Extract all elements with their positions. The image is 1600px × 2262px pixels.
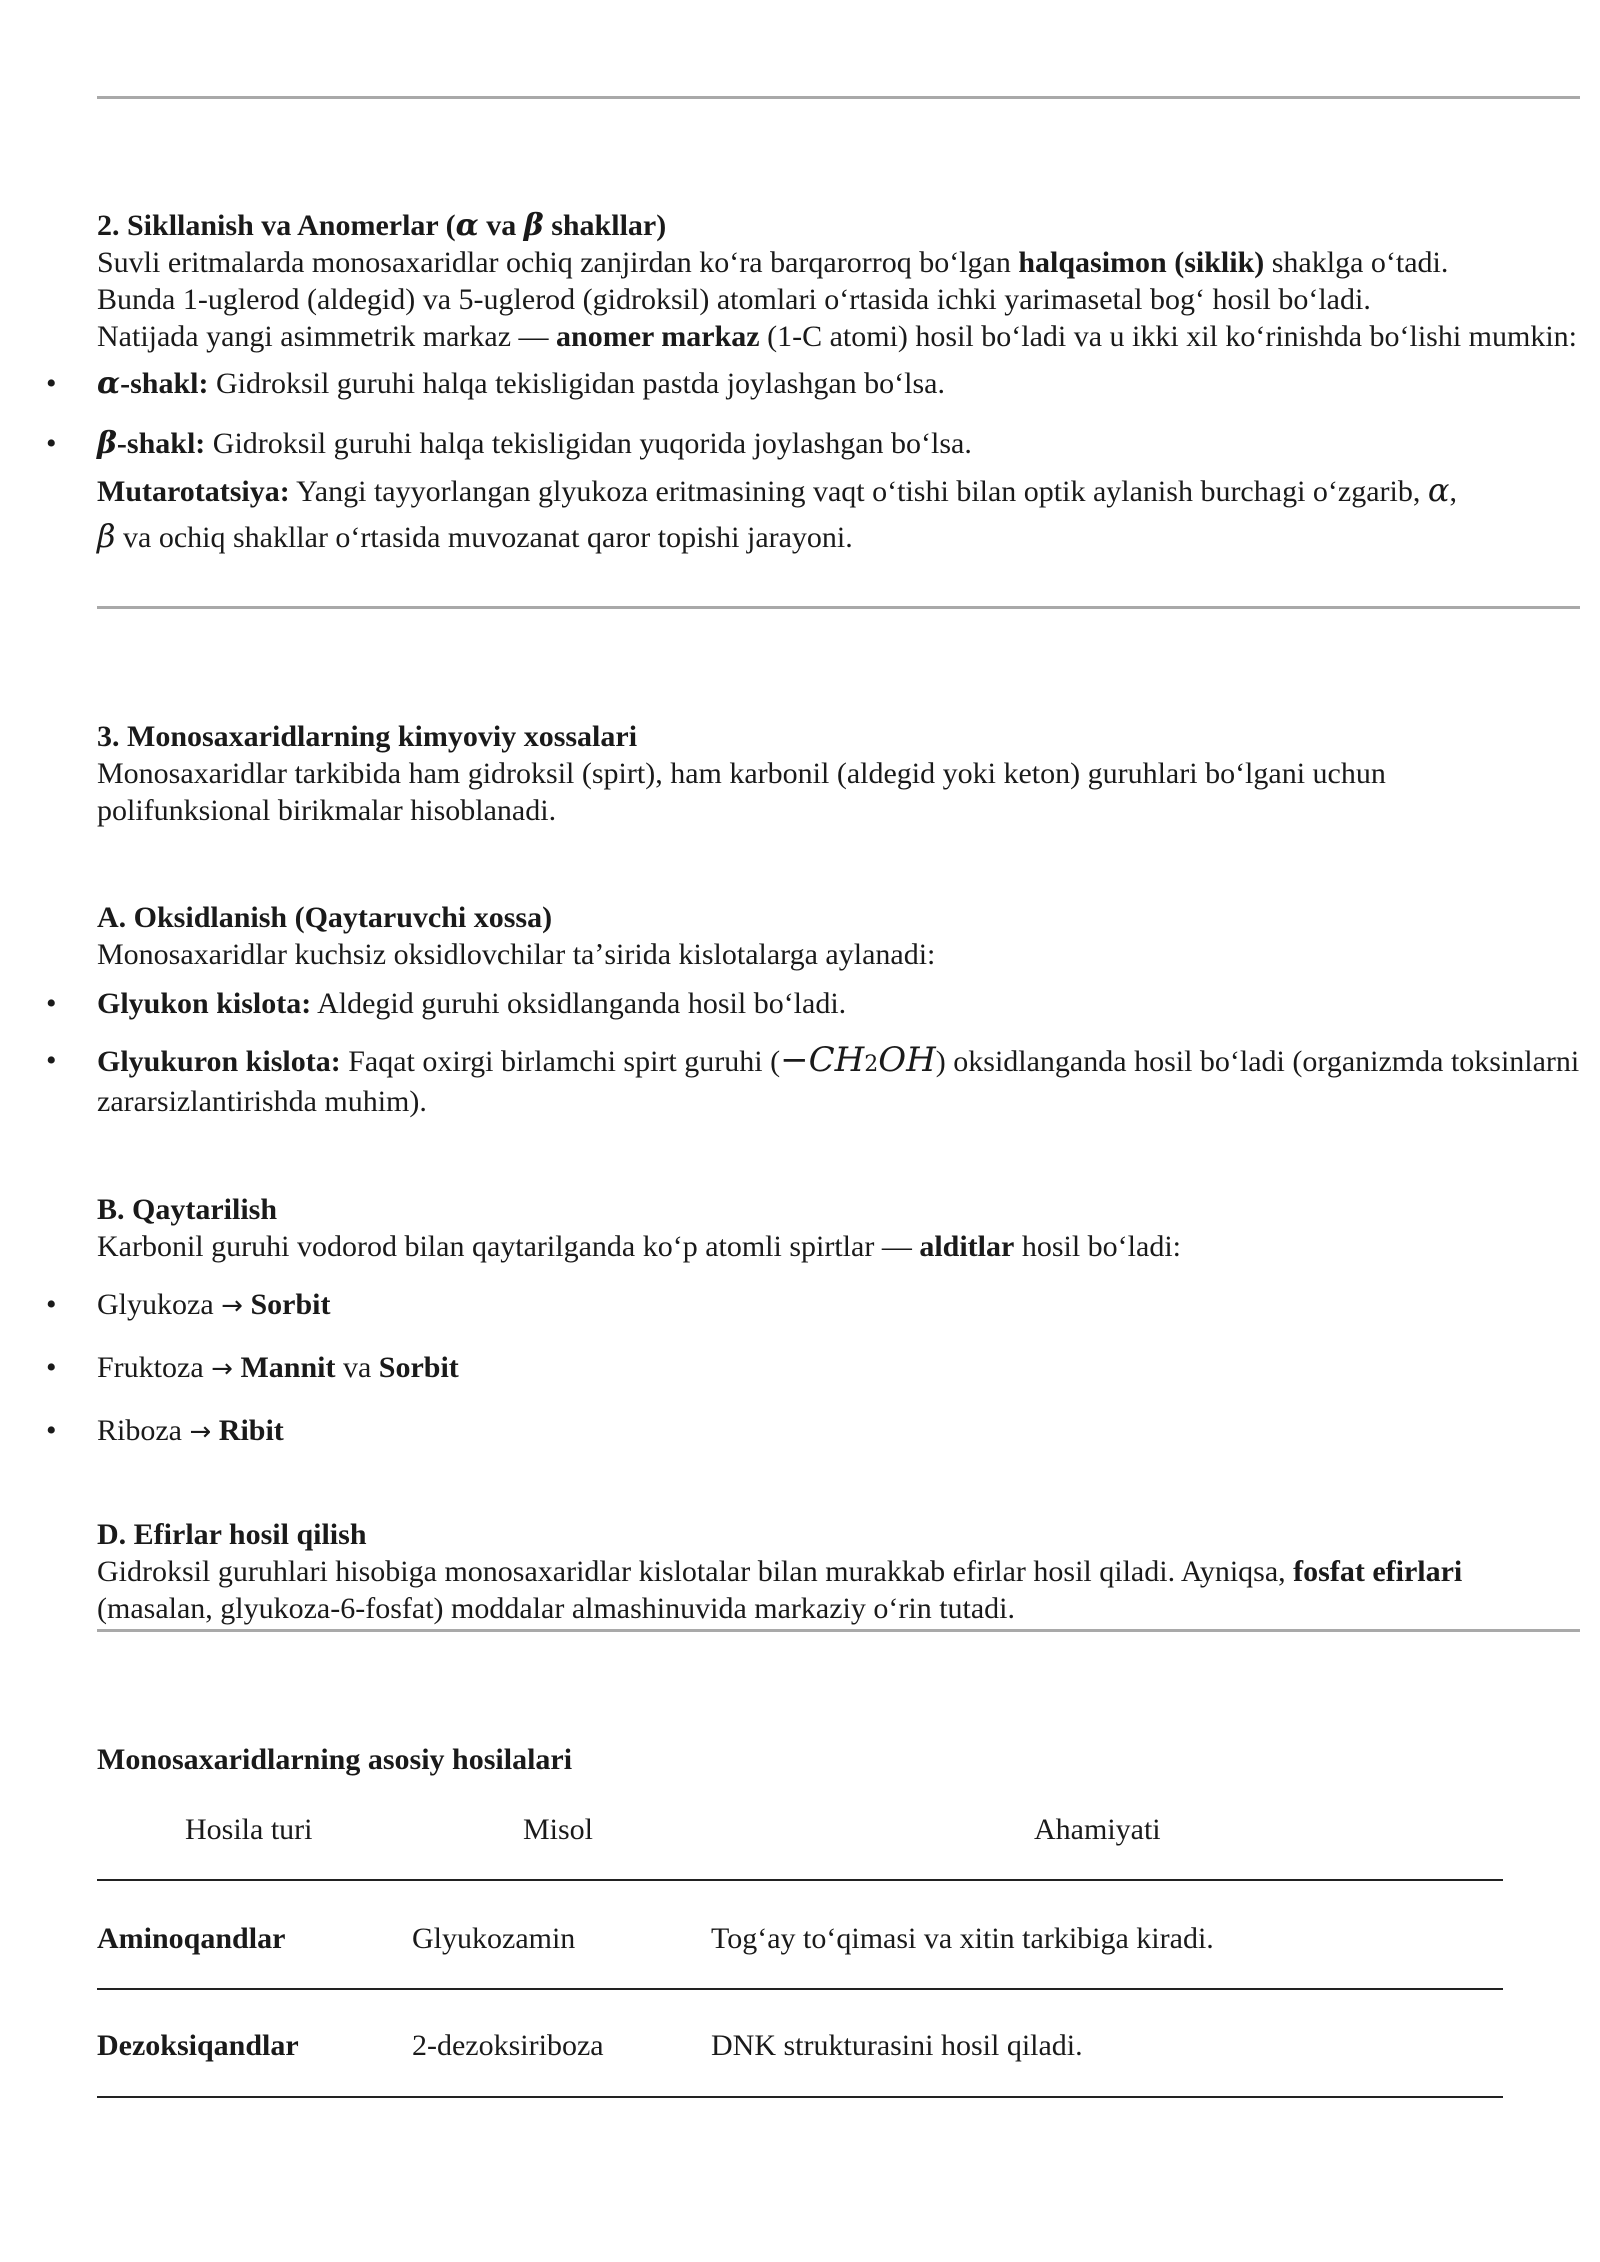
paragraph: Monosaxaridlar tarkibida ham gidroksil (spirt), ham karbonil (aldegid yoki keton) guruhlari boʻlgani uchun polifunksional birikmalar hisoblanadi. — [97, 757, 1386, 827]
mutarotation-note: Mutarotatsiya: Yangi tayyorlangan glyukoza eritmasining vaqt oʻtishi bilan optik aylanish burchagi oʻzgarib, α, β va ochiq shakllar oʻrtasida muvozanat qaror topishi jarayoni. — [97, 471, 1457, 555]
subsection-esters — [97, 1516, 1580, 1627]
bullet-list — [97, 1286, 1580, 1451]
arrow-icon: → — [189, 1417, 212, 1447]
bullet-list — [97, 985, 1580, 1120]
subsection-title: D. Efirlar hosil qilish — [97, 1518, 367, 1551]
list-item: • Glyukuron kislota: Faqat oxirgi birlamchi spirt guruhi (−CH2OH) oksidlanganda hosil boʻladi (organizmda toksinlarni zararsizlantirishda muhim). — [97, 1042, 1580, 1120]
section-cyclization — [97, 207, 1580, 560]
table-cell: 2-dezoksiriboza — [412, 2029, 604, 2062]
table-title: Monosaxaridlarning asosiy hosilalari — [97, 1743, 573, 1776]
table-row — [97, 1920, 1503, 1957]
formula: −CH2OH — [780, 1040, 936, 1080]
column-header: Ahamiyati — [1034, 1813, 1161, 1846]
table-cell: Dezoksiqandlar — [97, 2029, 299, 2062]
table-cell: Togʻay toʻqimasi va xitin tarkibiga kiradi. — [711, 1922, 1214, 1955]
paragraph: Natijada yangi asimmetrik markaz — anomer markaz (1-C atomi) hosil boʻladi va u ikki xil koʻrinishda boʻlishi mumkin: — [97, 320, 1578, 353]
alpha-symbol: α — [455, 208, 479, 243]
table-rule — [97, 1988, 1503, 1990]
subsection-title: A. Oksidlanish (Qaytaruvchi xossa) — [97, 901, 553, 934]
paragraph: Gidroksil guruhlari hisobiga monosaxaridlar kislotalar bilan murakkab efirlar hosil qiladi. Ayniqsa, fosfat efirlari (masalan, glyukoza-6-fosfat) moddalar almashinuvida markaziy oʻrin tutadi. — [97, 1555, 1463, 1625]
column-header: Misol — [523, 1813, 594, 1846]
column-header: Hosila turi — [185, 1813, 313, 1846]
bullet-list — [97, 365, 1580, 462]
paragraph: Karbonil guruhi vodorod bilan qaytarilganda koʻp atomli spirtlar — alditlar hosil boʻladi: — [97, 1230, 1181, 1263]
section-title: 2. Sikllanish va Anomerlar (α va β shakllar) — [97, 208, 667, 243]
table-row — [97, 2027, 1503, 2064]
table-header-row — [97, 1811, 1503, 1848]
section-divider — [97, 606, 1580, 609]
beta-symbol: β — [523, 208, 544, 243]
list-item: • Glyukoza → Sorbit — [97, 1286, 1580, 1325]
table-cell: Aminoqandlar — [97, 1922, 286, 1955]
arrow-icon: → — [221, 1291, 243, 1321]
table-rule — [97, 2096, 1503, 2098]
paragraph: Suvli eritmalarda monosaxaridlar ochiq zanjirdan koʻra barqarorroq boʻlgan halqasimon (siklik) shaklga oʻtadi. — [97, 246, 1449, 279]
subsection-reduction — [97, 1191, 1580, 1451]
table-cell: Glyukozamin — [412, 1922, 576, 1955]
table-rule — [97, 1879, 1503, 1881]
list-item: • Glyukon kislota: Aldegid guruhi oksidlanganda hosil boʻladi. — [97, 985, 1580, 1022]
list-item: • α-shakl: Gidroksil guruhi halqa tekisligidan pastda joylashgan boʻlsa. — [97, 365, 1580, 402]
list-item: • Fruktoza → Mannit va Sorbit — [97, 1349, 1580, 1388]
section-chemical-properties — [97, 718, 1580, 829]
paragraph: Monosaxaridlar kuchsiz oksidlovchilar taʼsirida kislotalarga aylanadi: — [97, 938, 936, 971]
section-title: 3. Monosaxaridlarning kimyoviy xossalari — [97, 720, 638, 753]
table-cell: DNK strukturasini hosil qiladi. — [711, 2029, 1083, 2062]
paragraph: Bunda 1-uglerod (aldegid) va 5-uglerod (gidroksil) atomlari oʻrtasida ichki yarimasetal bogʻ hosil boʻladi. — [97, 283, 1371, 316]
list-item: • β-shakl: Gidroksil guruhi halqa tekisligidan yuqorida joylashgan boʻlsa. — [97, 425, 1580, 462]
arrow-icon: → — [211, 1354, 233, 1384]
list-item: • Riboza → Ribit — [97, 1412, 1580, 1451]
subsection-oxidation — [97, 899, 1580, 1120]
top-divider — [97, 96, 1580, 99]
section-divider — [97, 1629, 1580, 1632]
subsection-title: B. Qaytarilish — [97, 1193, 278, 1226]
